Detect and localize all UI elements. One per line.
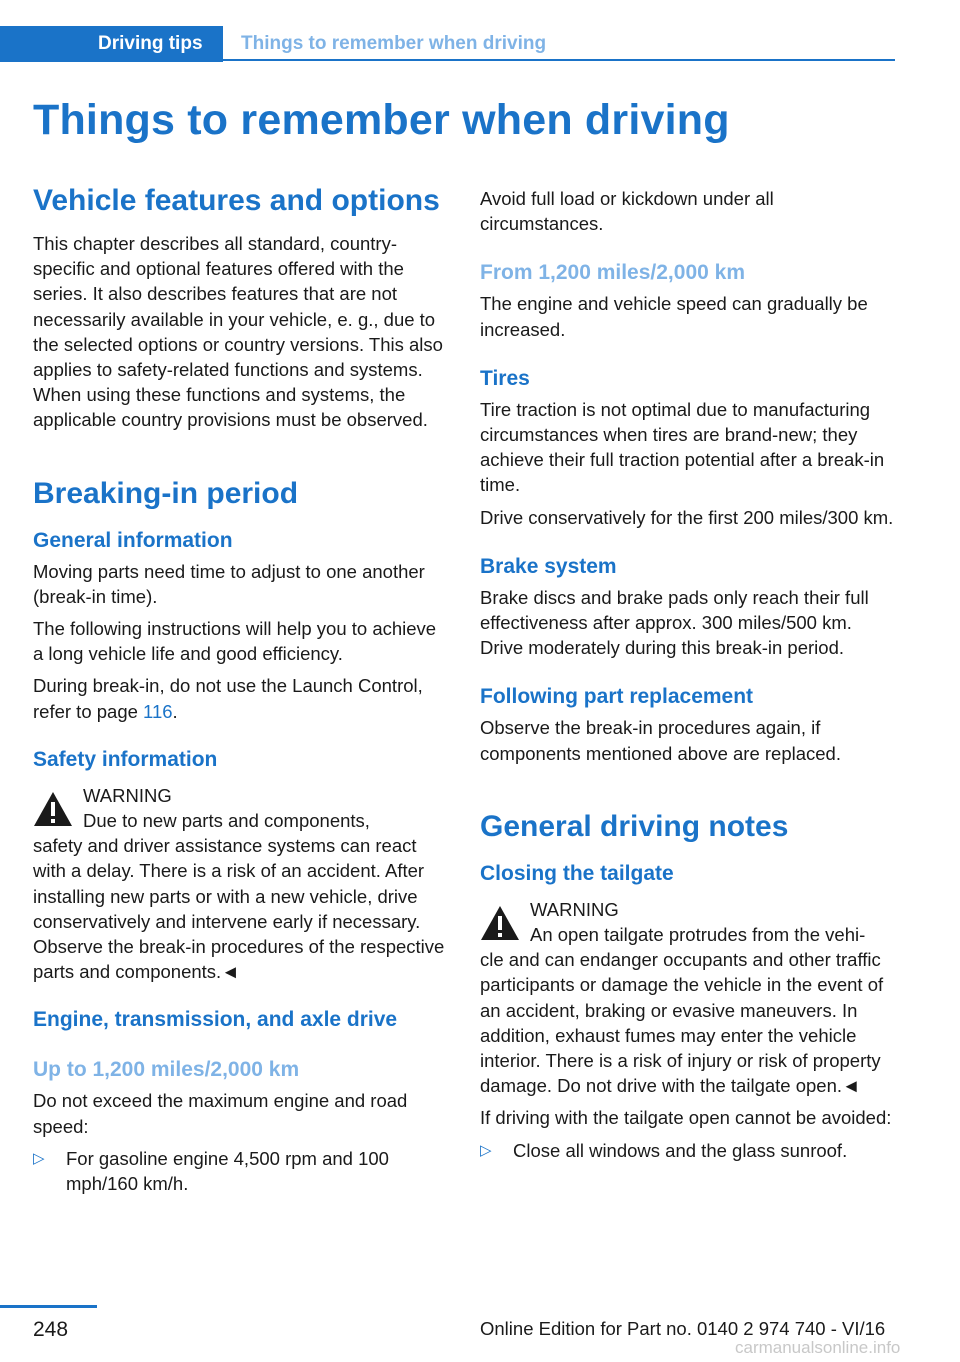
avoid-full-load-text: Avoid full load or kickdown under all circumstances. xyxy=(480,188,774,235)
heading-from-1200: From 1,200 miles/2,000 km xyxy=(480,261,745,285)
heading-breaking-in: Breaking-in period xyxy=(33,476,299,510)
launch-control-text: During break-in, do not use the Launch Control, refer to page xyxy=(33,675,423,722)
page-header xyxy=(0,26,895,62)
section-tab-label: Driving tips xyxy=(98,33,203,54)
list-item-text: Close all windows and the glass sunroof. xyxy=(513,1139,848,1161)
heading-up-to-1200: Up to 1,200 miles/2,000 km xyxy=(33,1058,300,1082)
page-link-116[interactable]: 116 xyxy=(143,700,173,722)
heading-tires: Tires xyxy=(480,366,530,390)
section-tab[interactable] xyxy=(0,26,223,62)
general-info-text-3 xyxy=(33,673,448,723)
page-title: Things to remember when driving xyxy=(33,96,730,144)
list-item xyxy=(480,1138,895,1163)
warning-label: WARNING xyxy=(83,784,172,806)
watermark: carmanualsonline.info xyxy=(735,1338,901,1357)
heading-engine-transmission: Engine, transmission, and axle drive xyxy=(33,1008,398,1032)
warning-text: safety and driver assistance systems can react with a delay. There is a risk of an accident. After installing new parts or with a new vehicle, drive conservatively and intervene early if necessary. Observe the break-in procedures of the respective parts and components.◄ xyxy=(33,835,445,983)
part-replacement-text: Observe the break-in procedures again, if components mentioned above are replaced. xyxy=(480,717,841,764)
heading-closing-tailgate: Closing the tailgate xyxy=(480,861,674,885)
edition-text: Online Edition for Part no. 0140 2 974 740 - VI/16 xyxy=(480,1318,886,1339)
period-text: . xyxy=(172,700,178,722)
speed-limit-list xyxy=(33,1146,448,1196)
header-rule xyxy=(223,59,895,61)
warning-label: WARNING xyxy=(530,898,619,920)
triangle-right-icon: ▷ xyxy=(480,1141,492,1159)
right-column xyxy=(480,186,895,1163)
warning-block-tailgate xyxy=(480,897,895,1099)
general-info-text-2: The following instructions will help you to achieve a long vehicle life and good efficiency. xyxy=(33,618,437,665)
warning-text: cle and can endanger occupants and other traffic participants or damage the vehicle in the event of an accident, braking or evasive maneuvers. In addition, exhaust fumes may enter the vehicle interior. There is a risk of injury or risk of property damage. Do not drive with the tailgate open.◄ xyxy=(480,949,884,1097)
from-1200-text: The engine and vehicle speed can gradually be increased. xyxy=(480,293,868,340)
heading-general-driving-notes: General driving notes xyxy=(480,809,789,843)
heading-general-information: General information xyxy=(33,528,233,552)
list-item xyxy=(33,1146,448,1196)
breadcrumb[interactable]: Things to remember when driving xyxy=(241,33,547,54)
heading-safety-information: Safety information xyxy=(33,747,218,771)
general-info-text-1: Moving parts need time to adjust to one another (break-in time). xyxy=(33,560,425,607)
tailgate-open-text: If driving with the tailgate open cannot be avoided: xyxy=(480,1107,892,1129)
left-column xyxy=(33,182,448,1196)
warning-text-first-line: An open tailgate protrudes from the vehi- xyxy=(530,924,866,946)
triangle-right-icon: ▷ xyxy=(33,1149,45,1167)
tires-text: Tire traction is not optimal due to manufacturing circumstances when tires are brand-new; they achieve their full traction potential after a break-in time. xyxy=(480,398,885,496)
vehicle-features-text: This chapter describes all standard, country-specific and optional features offered with the series. It also describes features that are not necessarily available in your vehicle, e. g., due to the selected options or country versions. This also applies to safety-related functions and systems. When using these functions and systems, the applicable country provisions must be observed. xyxy=(33,233,443,431)
list-item-text: For gasoline engine 4,500 rpm and 100 mph/160 km/h. xyxy=(66,1147,389,1195)
up-to-1200-text: Do not exceed the maximum engine and road speed: xyxy=(33,1090,408,1137)
brake-system-text: Brake discs and brake pads only reach their full effectiveness after approx. 300 miles/500 km. Drive moderately during this break-in period. xyxy=(480,586,869,659)
tailgate-list xyxy=(480,1138,895,1163)
warning-text-first-line: Due to new parts and components, xyxy=(83,810,370,832)
tires-text-2: Drive conservatively for the first 200 miles/300 km. xyxy=(480,506,894,528)
heading-vehicle-features: Vehicle features and options xyxy=(33,184,440,217)
heading-following-part-replacement: Following part replacement xyxy=(480,685,754,709)
warning-triangle-icon xyxy=(33,791,73,827)
page-number: 248 xyxy=(33,1318,69,1341)
warning-triangle-icon xyxy=(480,905,520,941)
warning-block-break-in xyxy=(33,783,448,985)
heading-brake-system: Brake system xyxy=(480,554,617,578)
footer-accent-bar xyxy=(0,1305,97,1308)
